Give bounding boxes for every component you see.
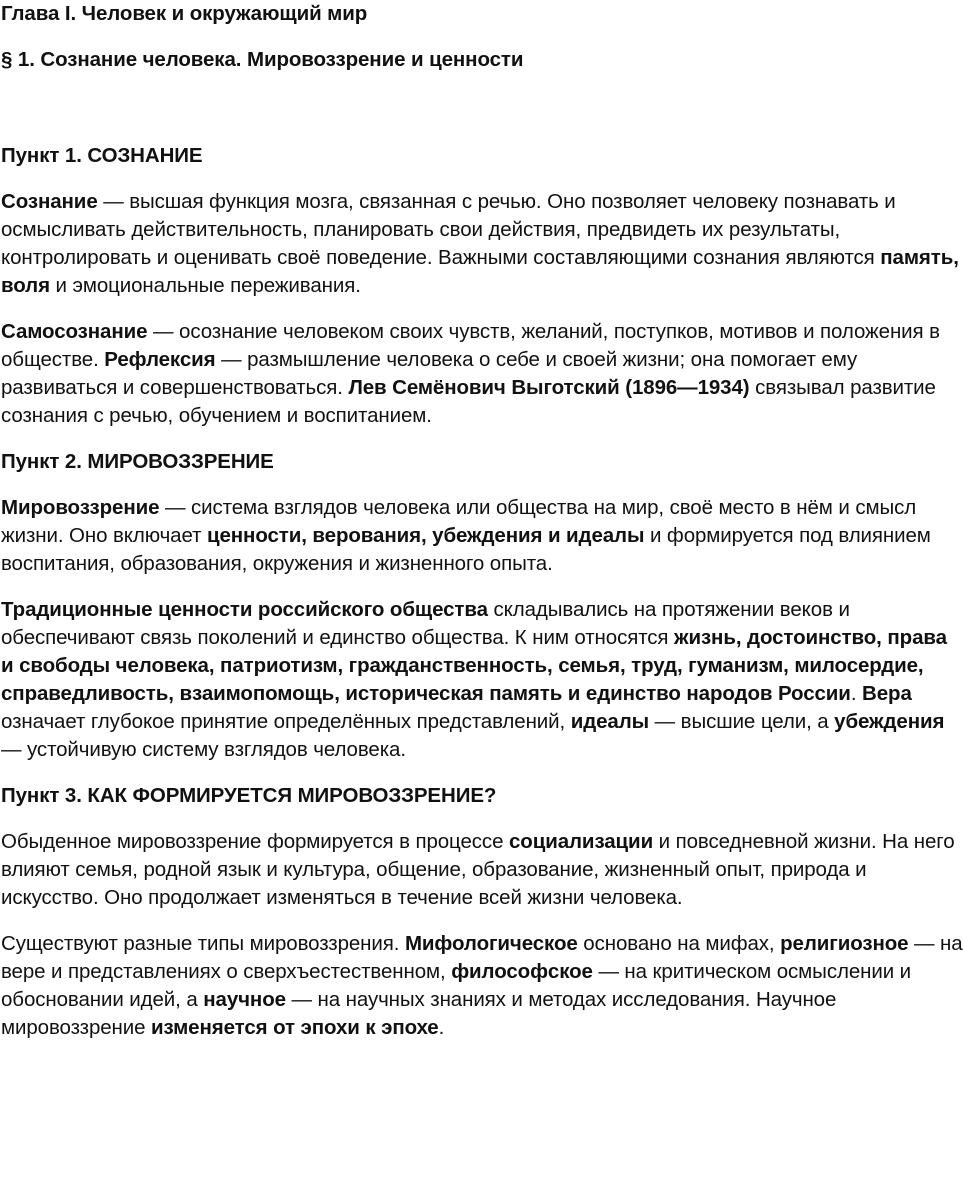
term-values-beliefs: ценности, верования, убеждения и идеалы (206, 524, 645, 547)
point-2-paragraph-2 (1, 596, 963, 764)
term-socialization: социализации (508, 830, 654, 853)
text-span: — размышление человека о себе и своей жизни; она помогает ему развиваться и совершенствоваться. (1, 348, 858, 399)
chapter-title: Глава I. Человек и окружающий мир (1, 2, 368, 25)
text-span: и повседневной жизни. На него влияют семья, родной язык и культура, общение, образование, жизненный опыт, природа и искусство. Оно продолжает изменяться в течение всей жизни человека. (1, 830, 955, 909)
text-span: основано на мифах, (577, 932, 781, 955)
term-self-awareness: Самосознание (1, 320, 148, 343)
term-faith: Вера (862, 682, 912, 705)
text-span: — на вере и представлениях о сверхъестественном, (1, 932, 963, 983)
point-3-title: Пункт 3. КАК ФОРМИРУЕТСЯ МИРОВОЗЗРЕНИЕ? (1, 784, 497, 807)
text-span: . (850, 682, 863, 705)
term-scientific: научное (203, 988, 286, 1011)
text-span: Существуют разные типы мировоззрения. (1, 932, 405, 955)
term-will: воля (1, 274, 50, 297)
term-reflection: Рефлексия (104, 348, 216, 371)
term-traditional-values: Традиционные ценности российского общества (1, 598, 488, 621)
term-memory: память (880, 246, 954, 269)
point-3-paragraph-2 (1, 930, 963, 1042)
text-span: . (438, 1016, 445, 1039)
text-span: связывал развитие сознания с речью, обучением и воспитанием. (1, 376, 936, 427)
term-consciousness: Сознание (1, 190, 98, 213)
text-span: , (953, 246, 959, 269)
term-religious: религиозное (780, 932, 909, 955)
term-worldview: Мировоззрение (1, 496, 160, 519)
term-convictions: убеждения (834, 710, 945, 733)
term-values-list: жизнь, достоинство, права и свободы человека, патриотизм, гражданственность, семья, труд, гуманизм, милосердие, справедливость, взаимопомощь, историческая память и единство народов России (1, 626, 947, 705)
text-span: — высшие цели, а (649, 710, 835, 733)
point-2-title: Пункт 2. МИРОВОЗЗРЕНИЕ (1, 450, 274, 473)
term-changes-by-epoch: изменяется от эпохи к эпохе (151, 1016, 439, 1039)
point-1-paragraph-2 (1, 318, 963, 430)
point-1-title: Пункт 1. СОЗНАНИЕ (1, 144, 203, 167)
text-span: означает глубокое принятие определённых представлений, (1, 710, 571, 733)
text-span: — устойчивую систему взглядов человека. (1, 738, 406, 761)
text-span: — система взглядов человека или общества на мир, своё место в нём и смысл жизни. Оно включает (1, 496, 917, 547)
point-1-paragraph-1 (1, 188, 963, 300)
term-vygotsky: Лев Семёнович Выготский (1896—1934) (348, 376, 750, 399)
text-span: и формируется под влиянием воспитания, образования, окружения и жизненного опыта. (1, 524, 931, 575)
term-ideals: идеалы (570, 710, 650, 733)
text-span: складывались на протяжении веков и обеспечивают связь поколений и единство общества. К ним относятся (1, 598, 850, 649)
text-span: — высшая функция мозга, связанная с речью. Оно позволяет человеку познавать и осмысливать действительность, планировать свои действия, предвидеть их результаты, контролировать и оценивать своё поведение. Важными составляющими сознания являются (1, 190, 896, 269)
text-span: — на научных знаниях и методах исследования. Научное мировоззрение (1, 988, 837, 1039)
text-span: — осознание человеком своих чувств, желаний, поступков, мотивов и положения в обществе. (1, 320, 940, 371)
text-span: и эмоциональные переживания. (49, 274, 361, 297)
text-span: Обыденное мировоззрение формируется в процессе (1, 830, 509, 853)
section-title: § 1. Сознание человека. Мировоззрение и ценности (1, 48, 524, 71)
text-span: — на критическом осмыслении и обосновании идей, а (1, 960, 911, 1011)
term-philosophical: философское (451, 960, 593, 983)
point-3-paragraph-1 (1, 828, 963, 912)
term-mythological: Мифологическое (404, 932, 578, 955)
point-2-paragraph-1 (1, 494, 963, 578)
